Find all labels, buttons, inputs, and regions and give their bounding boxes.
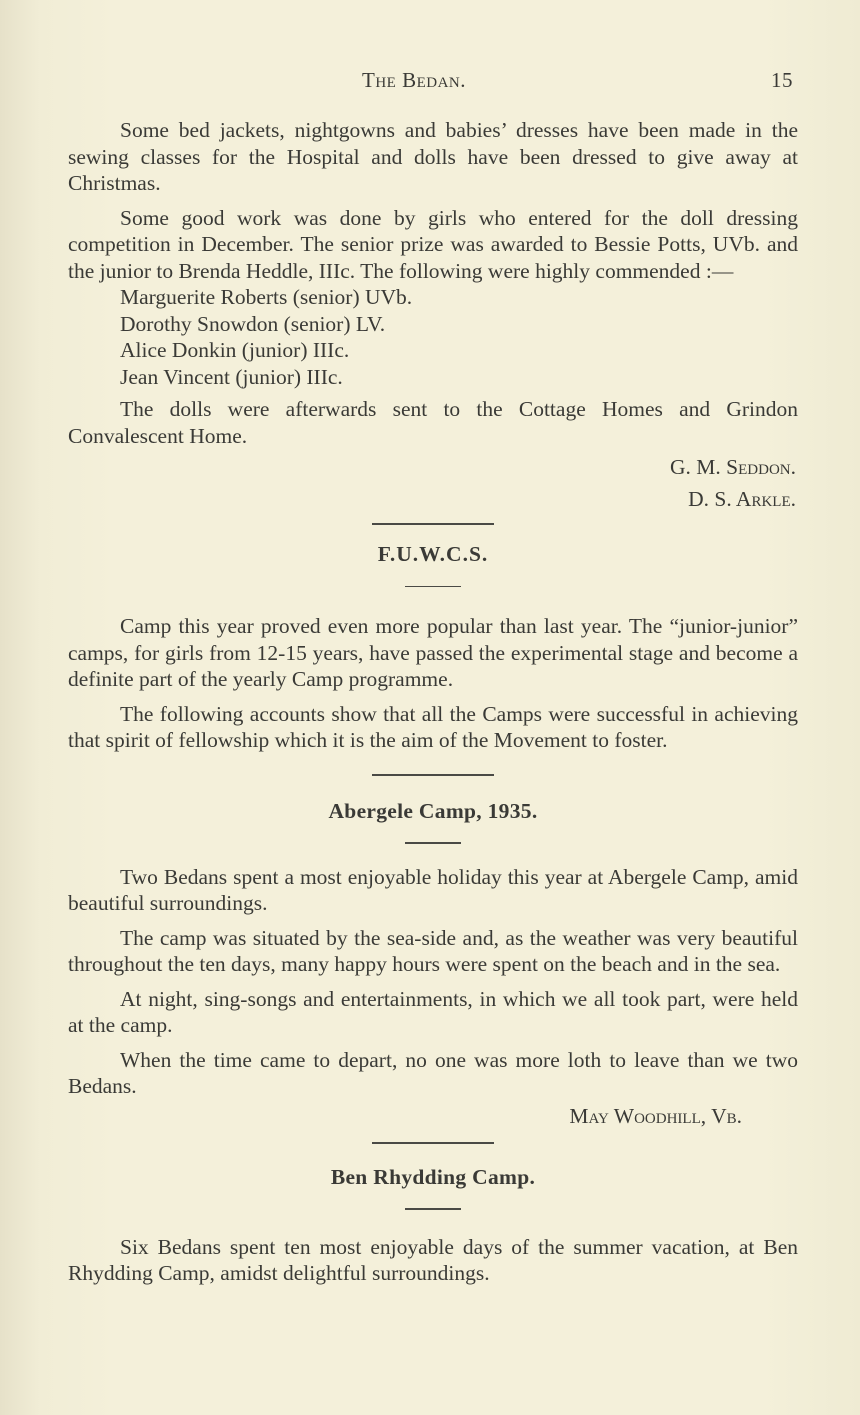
list-item: Dorothy Snowdon (senior) LV. [120,311,386,336]
running-head [0,68,860,100]
page-number: 15 [771,68,793,92]
signature: G. M. Seddon. [670,455,796,479]
paragraph: Six Bedans spent ten most enjoyable days of the summer vacation, at Ben Rhydding Camp, amidst delightful surroundings. [68,1234,798,1285]
heading-rule [405,1208,461,1210]
paragraph: The camp was situated by the sea-side and, as the weather was very beautiful throughout the ten days, many happy hours were spent on the beach and in the sea. [68,925,798,976]
running-title: The Bedan. [362,68,466,92]
commended-list [120,284,798,390]
signature: May Woodhill, Vb. [569,1103,742,1128]
section-heading: Abergele Camp, 1935. [328,798,538,823]
section-heading: Ben Rhydding Camp. [330,1164,536,1189]
section-divider [372,774,494,776]
list-item: Marguerite Roberts (senior) UVb. [120,285,413,309]
paragraph: Two Bedans spent a most enjoyable holiday this year at Abergele Camp, amid beautiful surroundings. [68,864,798,915]
sewing-section [68,117,798,515]
abergele-section [68,798,798,1132]
text-column [68,117,798,1295]
paragraph: The following accounts show that all the Camps were successful in achieving that spirit of fellowship which it is the aim of the Movement to foster. [68,701,798,752]
paragraph: Some bed jackets, nightgowns and babies’ dresses have been made in the sewing classes for the Hospital and dolls have been dressed to give away at Christmas. [68,118,798,195]
paragraph: Some good work was done by girls who entered for the doll dressing competition in December. The senior prize was awarded to Bessie Potts, UVb. and the junior to Brenda Heddle, IIIc. The following were highly commended :— [68,205,798,283]
paragraph: Camp this year proved even more popular than last year. The “junior-junior” camps, for girls from 12-15 years, have passed the experimental stage and become a definite part of the yearly Camp programme. [68,614,798,691]
signature: D. S. Arkle. [688,487,796,511]
list-item: Jean Vincent (junior) IIIc. [120,364,343,389]
paragraph: The dolls were afterwards sent to the Cottage Homes and Grindon Convalescent Home. [68,397,798,448]
heading-rule [405,842,461,844]
heading-rule [405,586,461,588]
section-divider [372,523,494,525]
section-heading: F.U.W.C.S. [377,542,489,566]
paragraph: When the time came to depart, no one was more loth to leave than we two Bedans. [68,1047,798,1098]
fuwcs-section [68,541,798,754]
list-item: Alice Donkin (junior) IIIc. [120,338,350,362]
section-divider [372,1142,494,1144]
paragraph: At night, sing-songs and entertainments, in which we all took part, were held at the camp. [68,986,798,1037]
ben-rhydding-section [68,1164,798,1287]
